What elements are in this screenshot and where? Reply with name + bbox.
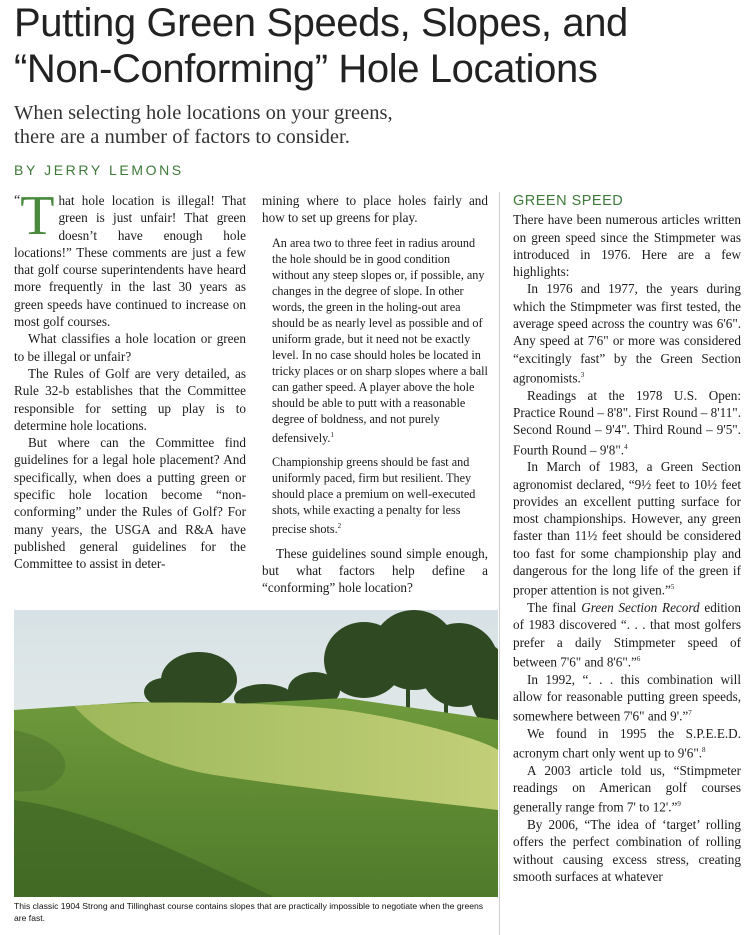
col3-p5: The final Green Section Record edition of 1983 discovered “. . . that most golfers prefer a daily Stimpmeter speed of between 7'6" and 8'6".”$^6$	[513, 600, 741, 670]
section-heading-green-speed: GREEN SPEED	[513, 193, 624, 209]
col3-p7: We found in 1995 the S.P.E.E.D. acronym chart only went up to 9'6".$^8$	[513, 725, 741, 761]
subtitle-line-1: When selecting hole locations on your greens,	[14, 102, 393, 124]
byline: BY JERRY LEMONS	[14, 162, 184, 178]
col2-p2: These guidelines sound simple enough, but what factors help define a “conforming” hole location?	[262, 545, 488, 596]
col2-p1: mining where to place holes fairly and how to set up greens for play.	[262, 193, 488, 226]
open-quote: “	[14, 193, 21, 208]
col3-p9: By 2006, “The idea of ‘target’ rolling offers the perfect combination of rolling without causing excess stress, creating smooth surfaces at whatever	[513, 817, 741, 885]
col3-p6: In 1992, “. . . this combination will allow for reasonable putting green speeds, somewhere between 7'6" and 9'.”$^7$	[513, 671, 741, 724]
col3-p1: There have been numerous articles written on green speed since the Stimpmeter was introduced in 1976. Here are a few highlights:	[513, 212, 741, 280]
photo-caption: This classic 1904 Strong and Tillinghast course contains slopes that are practically impossible to negotiate when the greens are fast.	[14, 901, 484, 923]
guideline-quote	[272, 235, 488, 537]
footnote-1: 1	[330, 430, 334, 439]
col3-p8: A 2003 article told us, “Stimpmeter readings on American golf courses generally range from 7' to 12'.”$^9$	[513, 762, 741, 815]
column-2	[262, 192, 488, 597]
col1-p3: The Rules of Golf are very detailed, as Rule 32-b establishes that the Committee responsible for setting up play is to determine hole locations.	[14, 365, 246, 433]
column-divider	[499, 192, 500, 935]
article-subtitle	[14, 101, 534, 149]
footnote-2: 2	[337, 521, 342, 530]
column-1	[14, 185, 246, 573]
quote-1-text: An area two to three feet in radius around the hole should be in good condition without any steep slopes or, if possible, any changes in the degree of slope. In other words, the green in the holing-out area should be as nearly level as possible and of uniform grade, but it need not be exactly level. In no case should holes be located in tricky places or on sharp slopes where a ball can gather speed. A player above the hole should be able to putt with a reasonable degree of boldness, and not purely defensively.	[272, 235, 488, 445]
column-3	[513, 193, 741, 885]
golf-course-photo	[14, 610, 498, 897]
col1-p1: hat hole location is illegal! That green is just unfair! That green doesn’t have enough hole locations!” These comments are just a few that golf course superintendents have heard more frequently in the last 30 years as green speeds have continued to increase on most golf courses.	[14, 193, 246, 330]
quote-2-text: Championship greens should be fast and uniformly paced, firm but resilient. They should place a premium on well-executed shots, while exacting a penalty for less precise shots.	[272, 454, 476, 536]
drop-cap: T	[20, 185, 55, 247]
col1-p2: What classifies a hole location or green to be illegal or unfair?	[14, 331, 246, 364]
subtitle-line-2: there are a number of factors to consider.	[14, 126, 350, 148]
golf-green-image	[14, 610, 498, 897]
title-line-2: “Non-Conforming” Hole Locations	[14, 47, 598, 91]
col3-p2: In 1976 and 1977, the years during which the Stimpmeter was first tested, the average speed across the country was 6'6". Any speed at 7'6" or more was considered “excitingly fast” by the Green Section agronomists.$^3$	[513, 281, 741, 386]
col3-p4: In March of 1983, a Green Section agronomist declared, “9½ feet to 10½ feet provides an excellent putting surface for most championships. However, any green faster than 11½ feet should be considered too fast for some championship play and dangerous for the long life of the green if proper attention is not given.”$^5$	[513, 459, 741, 598]
col3-p3: Readings at the 1978 U.S. Open: Practice Round – 8'8". First Round – 8'11". Second Round – 9'4". Third Round – 9'5". Fourth Round – 9'8".$^4$	[513, 387, 741, 457]
col1-p4: But where can the Committee find guidelines for a legal hole placement? And specifically, when does a putting green or specific hole location become “non-conforming” under the Rules of Golf? For many years, the USGA and R&A have published general guidelines for the Committee to assist in deter-	[14, 435, 246, 572]
article-title	[14, 0, 744, 92]
title-line-1: Putting Green Speeds, Slopes, and	[14, 1, 628, 45]
intro-paragraph	[14, 185, 246, 330]
